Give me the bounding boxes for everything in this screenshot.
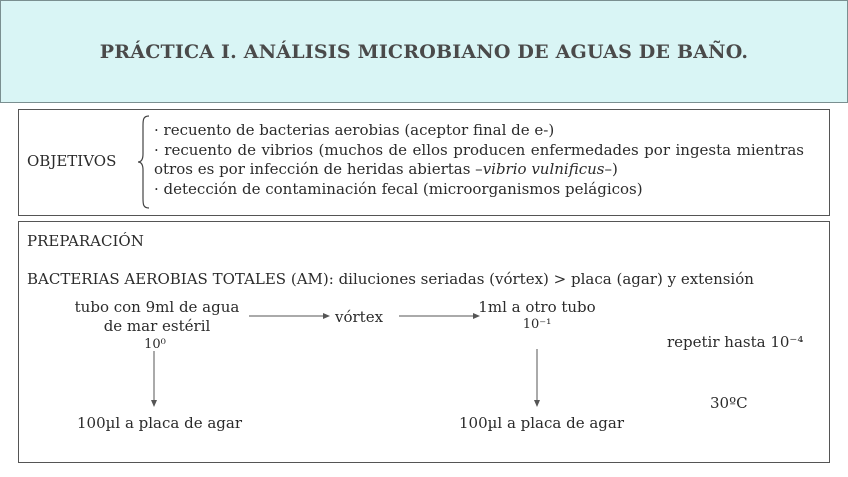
objectives-box xyxy=(18,109,830,216)
plating-step-left: 100µl a placa de agar xyxy=(77,414,243,432)
objectives-list xyxy=(154,121,804,199)
transfer-dilution: 10⁻¹ xyxy=(522,317,552,332)
left-brace-icon xyxy=(137,114,151,210)
objective-item-2 xyxy=(154,141,804,180)
tube-line-1: tubo con 9ml de agua xyxy=(74,298,240,316)
objective-item-2-end: –) xyxy=(604,160,618,178)
objective-item-3: · detección de contaminación fecal (microorganismos pelágicos) xyxy=(154,179,643,198)
incubation-temperature: 30ºC xyxy=(710,394,748,412)
objective-item-2-text: · recuento de vibrios (muchos de ellos producen enfermedades por ingesta mientras otros es por infección de heridas abiertas – xyxy=(154,140,804,178)
preparation-subheading: BACTERIAS AEROBIAS TOTALES (AM): diluciones seriadas (vórtex) > placa (agar) y extensión xyxy=(27,270,754,288)
transfer-step: 1ml a otro tubo xyxy=(478,298,596,316)
objective-item-1: · recuento de bacterias aerobias (aceptor final de e-) xyxy=(154,121,555,139)
tube-line-2: de mar estéril xyxy=(103,317,211,335)
preparation-heading: PREPARACIÓN xyxy=(27,232,144,250)
tube-dilution: 10⁰ xyxy=(144,337,166,352)
repeat-note: repetir hasta 10⁻⁴ xyxy=(667,333,804,351)
objectives-label: OBJETIVOS xyxy=(27,152,117,170)
preparation-box xyxy=(18,221,830,463)
arrow-down-icon xyxy=(532,348,542,408)
arrow-down-icon xyxy=(149,350,159,408)
page-title: PRÁCTICA I. ANÁLISIS MICROBIANO DE AGUAS DE BAÑO. xyxy=(99,40,749,63)
title-banner xyxy=(0,0,848,103)
plating-step-right: 100µl a placa de agar xyxy=(459,414,625,432)
species-name: vibrio vulnificus xyxy=(482,160,605,178)
vortex-step: vórtex xyxy=(335,308,384,326)
arrow-right-icon xyxy=(247,311,331,321)
